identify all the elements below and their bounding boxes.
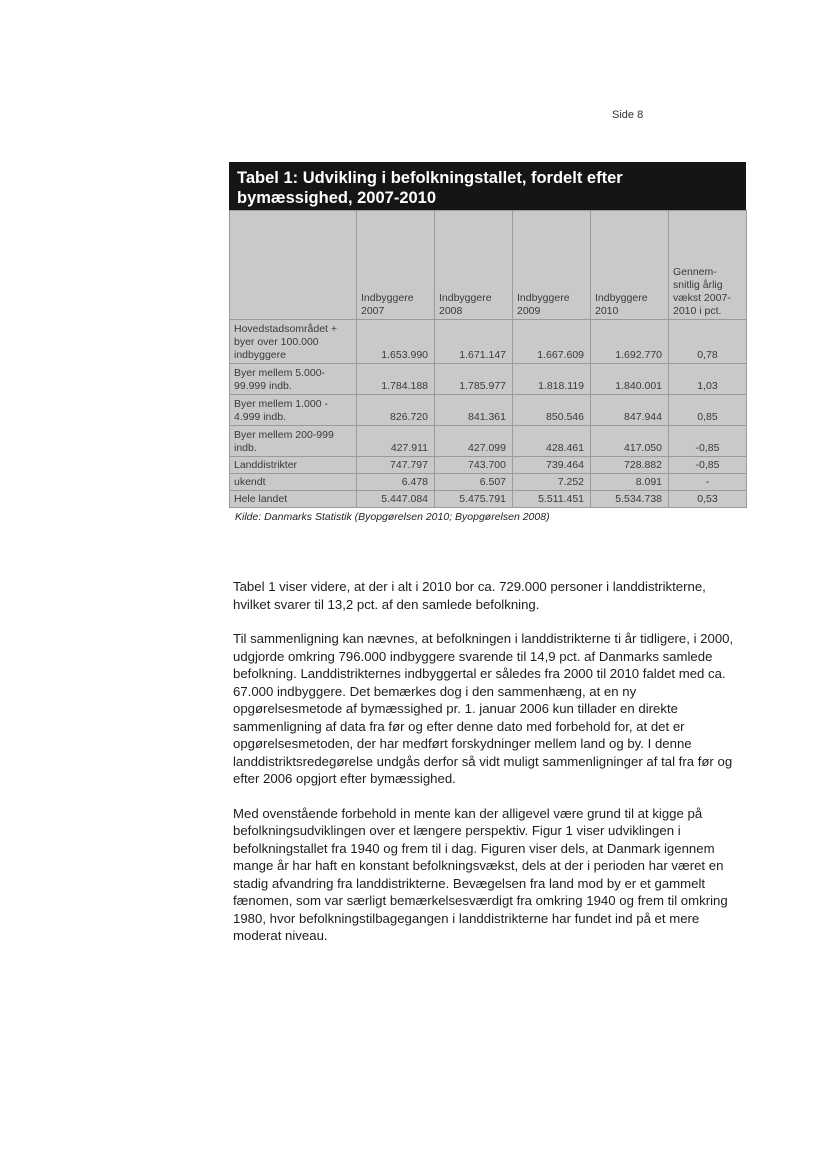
table-cell: 8.091 <box>591 474 669 491</box>
table-cell: 5.475.791 <box>435 491 513 508</box>
row-label: Landdistrikter <box>230 457 357 474</box>
row-label: Byer mellem 200-999 indb. <box>230 426 357 457</box>
table-cell: 1.653.990 <box>357 320 435 364</box>
header-cell: Indbyggere 2007 <box>357 211 435 320</box>
table-cell: 427.099 <box>435 426 513 457</box>
header-cell: Indbyggere 2010 <box>591 211 669 320</box>
table-cell: 6.507 <box>435 474 513 491</box>
table-cell: 850.546 <box>513 395 591 426</box>
table-cell: 847.944 <box>591 395 669 426</box>
paragraph: Til sammenligning kan nævnes, at befolkningen i landdistrikterne ti år tidligere, i 2000, udgjorde omkring 796.000 indbyggere svarende til 14,9 pct. af Danmarks samlede befolkning. Landdistrikternes indbyggertal er således fra 2000 til 2010 faldet med ca. 67.000 indbyggere. Det bemærkes dog i den sammenhæng, at en ny opgørelsesmetode af bymæssighed pr. 1. januar 2006 kun tillader en direkte sammenligning af data fra før og efter denne dato med forbehold for, at det er opgørelsesmetoden, der har medført forskydninger mellem land og by. I denne landdistriktsredegørelse undgås derfor så vidt muligt sammenligninger af tal fra før og efter 2006 opgjort efter bymæssighed. <box>233 631 734 786</box>
table-row <box>230 474 747 491</box>
body-text <box>233 578 745 962</box>
table-cell: - <box>669 474 747 491</box>
table-cell: 5.511.451 <box>513 491 591 508</box>
table-cell: 427.911 <box>357 426 435 457</box>
table-row <box>230 491 747 508</box>
table-cell: 1.785.977 <box>435 364 513 395</box>
row-label: Hele landet <box>230 491 357 508</box>
header-cell <box>230 211 357 320</box>
row-label: ukendt <box>230 474 357 491</box>
header-cell: Gennem-snitlig årlig vækst 2007-2010 i pct. <box>669 211 747 320</box>
table-cell: 0,78 <box>669 320 747 364</box>
table-row <box>230 426 747 457</box>
population-table <box>229 210 747 508</box>
table-cell: -0,85 <box>669 457 747 474</box>
table-cell: 1,03 <box>669 364 747 395</box>
page-number: Side 8 <box>612 109 644 121</box>
table-source-caption: Kilde: Danmarks Statistik (Byopgørelsen 2010; Byopgørelsen 2008) <box>235 511 550 523</box>
row-label: Byer mellem 1.000 - 4.999 indb. <box>230 395 357 426</box>
table-cell: 1.692.770 <box>591 320 669 364</box>
table-cell: 417.050 <box>591 426 669 457</box>
table-cell: 747.797 <box>357 457 435 474</box>
table-row <box>230 395 747 426</box>
paragraph: Med ovenstående forbehold in mente kan der alligevel være grund til at kigge på befolkningsudviklingen over et længere perspektiv. Figur 1 viser udviklingen i befolkningstallet fra 1940 og frem til i dag. Figuren viser dels, at Danmark igennem mange år har haft en konstant befolkningsvækst, dels at der i perioden har været en stadig afvandring fra landdistrikterne. Bevægelsen fra land mod by er et gammelt fænomen, som var særligt bemærkelsesværdigt fra omkring 1940 og frem til omkring 1980, hvor befolkningstilbagegangen i landdistrikterne har fundet ind på et mere moderat niveau. <box>233 805 728 943</box>
table-cell: 1.667.609 <box>513 320 591 364</box>
header-cell: Indbyggere 2008 <box>435 211 513 320</box>
table-header-row <box>230 211 747 320</box>
table-cell: 1.784.188 <box>357 364 435 395</box>
table-cell: 841.361 <box>435 395 513 426</box>
table-cell: 6.478 <box>357 474 435 491</box>
table-cell: 728.882 <box>591 457 669 474</box>
table-cell: 5.447.084 <box>357 491 435 508</box>
table-cell: -0,85 <box>669 426 747 457</box>
table-cell: 428.461 <box>513 426 591 457</box>
table-row <box>230 364 747 395</box>
table-row <box>230 320 747 364</box>
table-title: Tabel 1: Udvikling i befolkningstallet, fordelt efter bymæssighed, 2007-2010 <box>229 162 746 210</box>
table-cell: 5.534.738 <box>591 491 669 508</box>
table-cell: 0,85 <box>669 395 747 426</box>
table-cell: 1.671.147 <box>435 320 513 364</box>
row-label: Byer mellem 5.000-99.999 indb. <box>230 364 357 395</box>
population-table-block <box>229 162 746 523</box>
table-row <box>230 457 747 474</box>
table-cell: 743.700 <box>435 457 513 474</box>
table-cell: 739.464 <box>513 457 591 474</box>
table-cell: 1.818.119 <box>513 364 591 395</box>
table-cell: 7.252 <box>513 474 591 491</box>
table-cell: 1.840.001 <box>591 364 669 395</box>
table-cell: 826.720 <box>357 395 435 426</box>
row-label: Hovedstadsområdet + byer over 100.000 indbyggere <box>230 320 357 364</box>
paragraph: Tabel 1 viser videre, at der i alt i 2010 bor ca. 729.000 personer i landdistrikterne, hvilket svarer til 13,2 pct. af den samlede befolkning. <box>233 579 706 612</box>
table-cell: 0,53 <box>669 491 747 508</box>
header-cell: Indbyggere 2009 <box>513 211 591 320</box>
